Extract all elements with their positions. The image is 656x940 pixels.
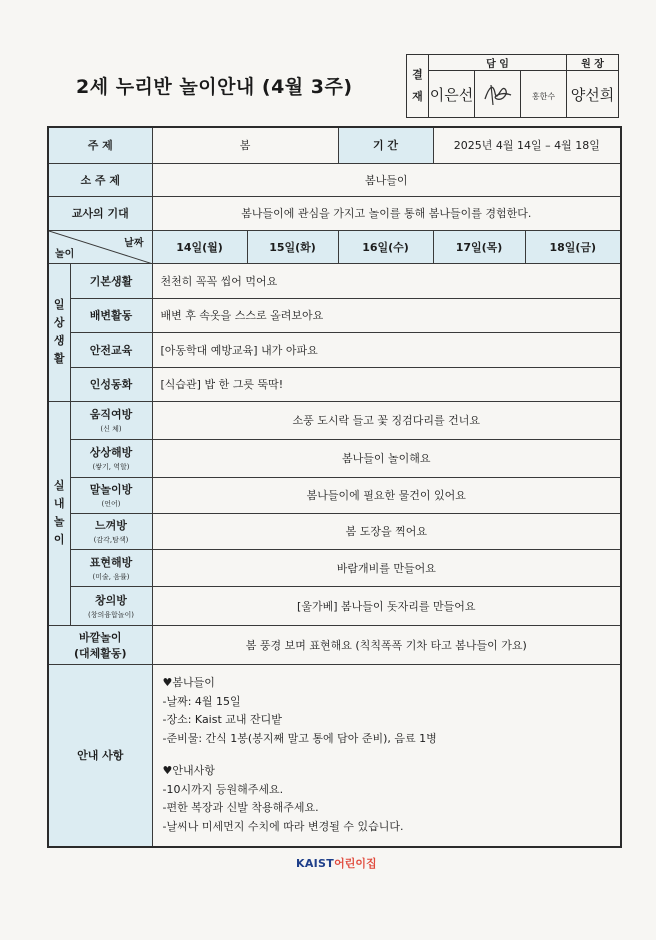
- day-header-wed: 16일(수): [338, 230, 433, 263]
- indoor-play-label: 표현해방 (미술, 음률): [70, 549, 152, 586]
- indoor-play-label: 느껴방 (감각,탐색): [70, 513, 152, 549]
- notice-line: ♥안내사항: [162, 764, 215, 778]
- teacher-name-signature: 이은선: [429, 71, 475, 118]
- notice-line: ♥봄나들이: [162, 676, 215, 690]
- day-header-tue: 15일(화): [247, 230, 338, 263]
- daily-life-value: 배변 후 속옷을 스스로 올려보아요: [152, 298, 621, 332]
- indoor-play-value: 봄 도장을 찍어요: [152, 513, 621, 549]
- day-header-mon: 14일(월): [152, 230, 247, 263]
- weekly-plan-table: [47, 126, 622, 848]
- expectation-label: 교사의 기대: [48, 196, 152, 230]
- expectation-value: 봄나들이에 관심을 가지고 놀이를 통해 봄나들이를 경험한다.: [152, 196, 621, 230]
- day-header-fri: 18일(금): [525, 230, 621, 263]
- notice-label: 안내 사항: [48, 664, 152, 847]
- notice-line: -날짜: 4월 15일: [162, 694, 241, 708]
- topic-value: 봄: [152, 127, 338, 163]
- kaist-daycare-logo: KAIST어린이집: [296, 857, 377, 870]
- indoor-play-value: 봄나들이에 필요한 물건이 있어요: [152, 477, 621, 513]
- daily-life-value: [아동학대 예방교육] 내가 아파요: [152, 332, 621, 367]
- notice-line: -날씨나 미세먼지 수치에 따라 변경될 수 있습니다.: [162, 819, 404, 833]
- indoor-play-value: 봄나들이 놀이해요: [152, 439, 621, 477]
- daily-life-value: [식습관] 밥 한 그릇 뚝딱!: [152, 367, 621, 401]
- notice-line: -장소: Kaist 교내 잔디밭: [162, 713, 282, 727]
- subtopic-value: 봄나들이: [152, 163, 621, 196]
- date-play-header: [48, 230, 152, 263]
- indoor-play-value: 바람개비를 만들어요: [152, 549, 621, 586]
- daily-life-label: 기본생활: [70, 263, 152, 298]
- document-title: 2세 누리반 놀이안내 (4월 3주): [76, 76, 353, 98]
- day-header-thu: 17일(목): [433, 230, 525, 263]
- period-label: 기 간: [338, 127, 433, 163]
- indoor-play-value: 소풍 도시락 들고 꽃 징검다리를 건너요: [152, 401, 621, 439]
- indoor-play-label: 움직여방 (신 체): [70, 401, 152, 439]
- daily-life-label: 인성동화: [70, 367, 152, 401]
- director-header: 원 장: [567, 55, 619, 71]
- play-header-label: 놀이: [55, 248, 75, 260]
- small-signature: 홍한수: [521, 71, 567, 118]
- teacher-scribble-signature: [475, 71, 521, 118]
- indoor-play-label: 상상해방 (쌓기, 역할): [70, 439, 152, 477]
- outdoor-value: 봄 풍경 보며 표현해요 (칙칙폭폭 기차 타고 봄나들이 가요): [152, 625, 621, 664]
- indoor-play-category: 실 내 놀 이: [48, 401, 70, 625]
- daily-life-value: 천천히 꼭꼭 씹어 먹어요: [152, 263, 621, 298]
- indoor-play-label: 말놀이방 (언어): [70, 477, 152, 513]
- approval-side-label: 결 재: [407, 55, 429, 118]
- date-header-label: 날짜: [124, 237, 144, 249]
- teacher-header: 담 임: [429, 55, 567, 71]
- notice-line: -10시까지 등원해주세요.: [162, 782, 284, 796]
- outdoor-label: 바깥놀이 (대체활동): [48, 625, 152, 664]
- indoor-play-label: 창의방 (창의융합놀이): [70, 586, 152, 625]
- period-value: 2025년 4월 14일 – 4월 18일: [433, 127, 621, 163]
- approval-box: [406, 54, 619, 118]
- signature-scribble-icon: [479, 79, 517, 109]
- daily-life-label: 배변활동: [70, 298, 152, 332]
- subtopic-label: 소 주 제: [48, 163, 152, 196]
- notice-line: -준비물: 간식 1봉(봉지째 말고 통에 담아 준비), 음료 1병: [162, 731, 437, 745]
- daily-life-label: 안전교육: [70, 332, 152, 367]
- director-signature: 양선희: [567, 71, 619, 118]
- indoor-play-value: [울가베] 봄나들이 돗자리를 만들어요: [152, 586, 621, 625]
- notice-content: [152, 664, 621, 847]
- daily-life-category: 일 상 생 활: [48, 263, 70, 401]
- notice-line: -편한 복장과 신발 착용해주세요.: [162, 801, 319, 815]
- topic-label: 주 제: [48, 127, 152, 163]
